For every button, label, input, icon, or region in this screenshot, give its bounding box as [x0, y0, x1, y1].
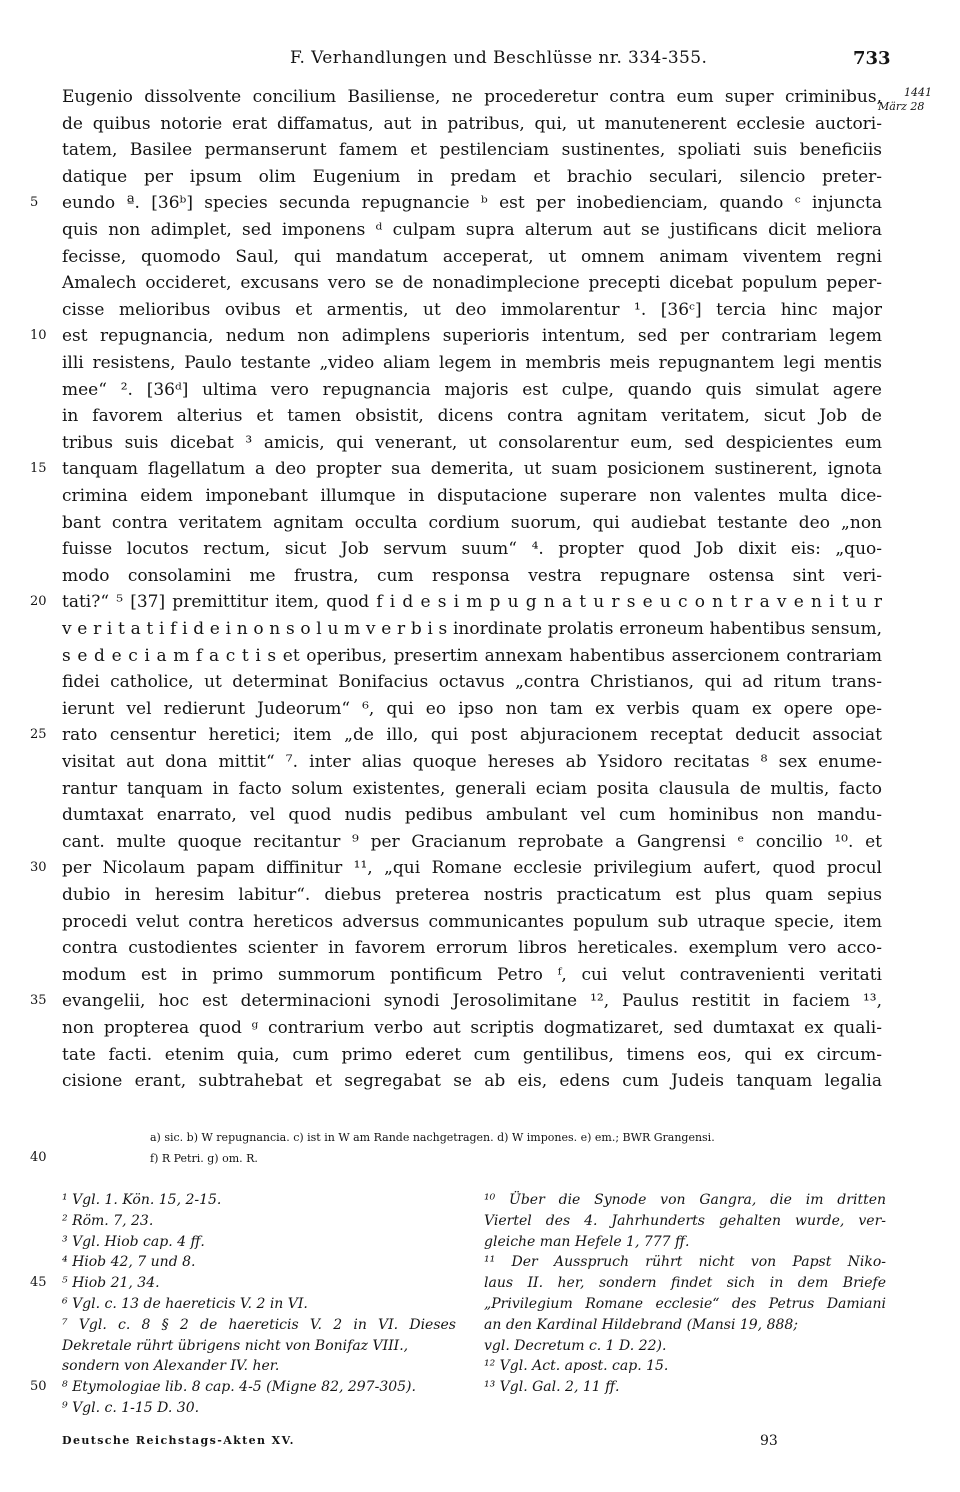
text-line: dubio in heresim labitur“. diebus preterea nostris practicatum est plus quam sepius	[62, 885, 882, 905]
page-number: 733	[853, 48, 891, 69]
text-line: modum est in primo summorum pontificum Petro ᶠ, cui velut contravenienti veritati	[62, 964, 882, 985]
margin-date-note	[876, 86, 960, 114]
footnote-right-line: gleiche man Hefele 1, 777 ff.	[484, 1233, 690, 1250]
footnote-left-line: ³ Vgl. Hiob cap. 4 ff.	[62, 1233, 205, 1250]
footnote-right-line: Viertel des 4. Jahrhunderts gehalten wurde, ver-	[484, 1212, 886, 1229]
margin-year: 1441	[904, 86, 932, 99]
text-line: de quibus notorie erat diffamatus, aut in patribus, qui, ut manutenerent ecclesie auctori-	[62, 113, 882, 134]
footnote-right-line: ¹¹ Der Ausspruch rührt nicht von Papst Niko-	[484, 1254, 886, 1271]
line-number: 10	[30, 328, 47, 344]
text-line: per Nicolaum papam diffinitur ¹¹, „qui Romane ecclesie privilegium aufert, quod procul	[62, 858, 882, 879]
text-line: v e r i t a t i f i d e i n o n s o l u m v e r b i s inordinate prolatis erroneum habentibus sensum,	[62, 619, 882, 639]
text-line: ierunt vel redierunt Judeorum“ ⁶, qui eo ipso non tam ex verbis quam ex opere ope-	[62, 698, 882, 719]
text-line: rato censentur heretici; item „de illo, qui post abjuracionem receptat deducit associat	[62, 725, 882, 746]
margin-day: März 28	[878, 100, 925, 113]
text-line: fecisse, quomodo Saul, qui mandatum acceperat, ut omnem animam viventem regni	[62, 246, 882, 267]
footnote-left-line: Dekretale rührt übrigens nicht von Bonifaz VIII.,	[62, 1337, 409, 1354]
line-number: 20	[30, 594, 47, 610]
footnote-left-line: ² Röm. 7, 23.	[62, 1212, 154, 1229]
footnote-right-line: vgl. Decretum c. 1 D. 22).	[484, 1337, 667, 1354]
line-number: 25	[30, 727, 47, 743]
text-line: cant. multe quoque recitantur ⁹ per Gracianum reprobate a Gangrensi ᵉ concilio ¹⁰. et	[62, 831, 882, 852]
apparatus-line: f) R Petri. g) om. R.	[150, 1152, 258, 1165]
footnote-right-line: an den Kardinal Hildebrand (Mansi 19, 888;	[484, 1316, 799, 1333]
line-number: 45	[30, 1275, 47, 1291]
text-line: contra custodientes scienter in favorem errorum libros hereticales. exemplum vero acco-	[62, 938, 882, 959]
text-line: eundo ª. [36ᵇ] species secunda repugnancie ᵇ est per inobedienciam, quando ᶜ injuncta	[62, 193, 882, 214]
text-line: quis non adimplet, sed imponens ᵈ culpam supra alterum aut se justificans dicit meliora	[62, 220, 882, 240]
text-line: modo consolamini me frustra, cum responsa vestra repugnare ostensa sint veri-	[62, 565, 882, 586]
text-line: fidei catholice, ut determinat Bonifacius octavus „contra Christianos, qui ad ritum trans-	[62, 672, 882, 693]
text-line: datique per ipsum olim Eugenium in predam et brachio seculari, silencio preter-	[62, 166, 882, 187]
footnote-left-line: ⁴ Hiob 42, 7 und 8.	[62, 1254, 196, 1271]
footnote-right-line: laus II. her, sondern findet sich in dem Briefe	[484, 1275, 886, 1292]
text-line: tati?“ ⁵ [37] premittitur item, quod f i d e s i m p u g n a t u r s e u c o n t r a v e n i t u r	[62, 592, 882, 613]
text-line: visitat aut dona mittit“ ⁷. inter alias quoque hereses ab Ysidoro recitatas ⁸ sex enume-	[62, 752, 882, 772]
line-number: 5	[30, 195, 39, 211]
text-line: dumtaxat enarrato, vel quod nudis pedibus ambulant vel cum hominibus non mandu-	[62, 805, 882, 826]
text-line: fuisse locutos rectum, sicut Job servum suum“ ⁴. propter quod Job dixit eis: „quo-	[62, 539, 882, 560]
footnote-left-line: ¹ Vgl. 1. Kön. 15, 2-15.	[62, 1192, 222, 1208]
text-line: non propterea quod ᵍ contrarium verbo aut scriptis dogmatizaret, sed dumtaxat ex quali-	[62, 1018, 882, 1038]
line-number: 15	[30, 461, 47, 477]
apparatus-line-number: 40	[30, 1150, 47, 1165]
critical-apparatus	[150, 1127, 910, 1169]
text-line: procedi velut contra hereticos adversus communicantes populum sub utraque specie, item	[62, 911, 882, 932]
text-line: tate facti. etenim quia, cum primo ederet cum gentilibus, timens eos, qui ex circum-	[62, 1044, 882, 1065]
text-line: tribus suis dicebat ³ amicis, qui venerant, ut consolarentur eum, sed despicientes eum	[62, 432, 882, 453]
text-line: Eugenio dissolvente concilium Basiliense, ne procederetur contra eum super criminibus,	[62, 87, 882, 107]
footnote-left-line: ⁵ Hiob 21, 34.	[62, 1275, 160, 1292]
text-line: tanquam flagellatum a deo propter sua demerita, ut suam posicionem sustinerent, ignota	[62, 459, 882, 480]
footnote-left-line: ⁷ Vgl. c. 8 § 2 de haereticis V. 2 in VI. Dieses	[62, 1316, 456, 1333]
footnote-right-line: ¹³ Vgl. Gal. 2, 11 ff.	[484, 1379, 620, 1396]
line-number: 30	[30, 860, 47, 876]
book-title: Deutsche Reichstags-Akten XV.	[62, 1434, 295, 1447]
text-line: mee“ ². [36ᵈ] ultima vero repugnancia majoris est culpe, quando quis simulat agere	[62, 379, 882, 400]
text-line: cisione erant, subtrahebat et segregabat se ab eis, edens cum Judeis tanquam legalia	[62, 1071, 882, 1092]
text-line: crimina eidem imponebant illumque in disputacione superare non valentes multa dice-	[62, 486, 882, 506]
footnote-right-line: ¹⁰ Über die Synode von Gangra, die im dritten	[484, 1192, 886, 1208]
running-head: F. Verhandlungen und Beschlüsse nr. 334-355.	[290, 48, 708, 68]
text-line: Amalech occideret, excusans vero se de nonadimplecione precepti dicebat populum peper-	[62, 273, 882, 294]
text-line: in favorem alterius et tamen obsistit, dicens contra agnitam veritatem, sicut Job de	[62, 406, 882, 427]
footnote-right-line: ¹² Vgl. Act. apost. cap. 15.	[484, 1358, 669, 1375]
line-number: 35	[30, 993, 47, 1009]
apparatus-line: a) sic. b) W repugnancia. c) ist in W am Rande nachgetragen. d) W impones. e) em.; BWR Grangensi.	[150, 1131, 715, 1144]
line-number: 50	[30, 1379, 47, 1395]
footnote-right-line: „Privilegium Romane ecclesie“ des Petrus Damiani	[484, 1296, 886, 1312]
text-line: illi resistens, Paulo testante „video aliam legem in membris meis repugnantem legi mentis	[62, 353, 882, 373]
text-line: cisse melioribus ovibus et armentis, ut deo immolarentur ¹. [36ᶜ] tercia hinc major	[62, 299, 882, 320]
footnote-left-line: sondern von Alexander IV. her.	[62, 1358, 280, 1375]
footnote-left-line: ⁶ Vgl. c. 13 de haereticis V. 2 in VI.	[62, 1296, 308, 1312]
text-line: evangelii, hoc est determinacioni synodi Jerosolimitane ¹², Paulus restitit in faciem ¹³,	[62, 991, 882, 1012]
text-line: tatem, Basilee permanserunt famem et pestilenciam sustinentes, spoliati suis beneficiis	[62, 140, 882, 161]
footnote-left-line: ⁹ Vgl. c. 1-15 D. 30.	[62, 1400, 200, 1416]
text-line: s e d e c i a m f a c t i s et operibus, presertim annexam habentibus assercionem contrariam	[62, 645, 882, 666]
text-line: bant contra veritatem agnitam occulta cordium suorum, qui audiebat testante deo „non	[62, 512, 882, 533]
text-line: rantur tanquam in facto solum existentes, generali eciam posita clausula de multis, facto	[62, 778, 882, 799]
text-line: est repugnancia, nedum non adimplens superioris intentum, sed per contrariam legem	[62, 326, 882, 347]
footnote-left-line: ⁸ Etymologiae lib. 8 cap. 4-5 (Migne 82, 297-305).	[62, 1379, 416, 1396]
sheet-number: 93	[760, 1433, 778, 1449]
